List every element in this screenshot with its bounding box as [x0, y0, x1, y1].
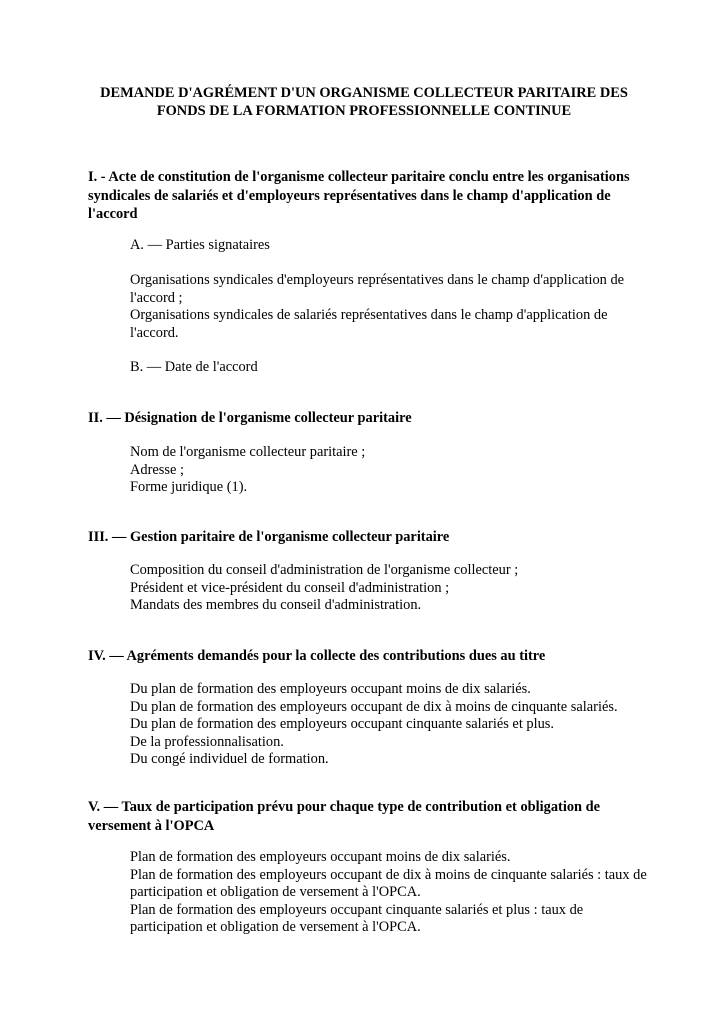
- list-item: Du plan de formation des employeurs occupant de dix à moins de cinquante salariés.: [130, 698, 618, 715]
- list-item: Plan de formation des employeurs occupant de dix à moins de cinquante salariés : taux de participation et obligation de versement à l'OPCA.: [130, 866, 647, 900]
- list-item: Forme juridique (1).: [130, 479, 248, 495]
- section-5-heading: V. — Taux de participation prévu pour chaque type de contribution et obligation de versement à l'OPCA: [88, 799, 601, 834]
- list-item: Adresse ;: [130, 461, 184, 478]
- list-item: Du plan de formation des employeurs occupant cinquante salariés et plus.: [130, 716, 554, 732]
- section-1: [88, 168, 648, 224]
- subsection-b-label: B. — Date de l'accord: [130, 359, 258, 375]
- list-item: Plan de formation des employeurs occupant cinquante salariés et plus : taux de participation et obligation de versement à l'OPCA.: [130, 901, 584, 935]
- list-item: Composition du conseil d'administration de l'organisme collecteur ;: [130, 562, 519, 578]
- page-title: [80, 84, 648, 120]
- section-4: [88, 647, 648, 666]
- section-2-items: [130, 444, 650, 497]
- list-item: Du plan de formation des employeurs occupant moins de dix salariés.: [130, 681, 531, 697]
- section-3-heading: III. — Gestion paritaire de l'organisme collecteur paritaire: [88, 529, 450, 545]
- section-5-items: [130, 849, 650, 937]
- page-title-line-1: DEMANDE D'AGRÉMENT D'UN ORGANISME COLLECTEUR PARITAIRE DES: [100, 85, 628, 101]
- section-3-items: [130, 562, 650, 615]
- section-1-subsection-b: [130, 359, 650, 377]
- list-item: Organisations syndicales d'employeurs représentatives dans le champ d'application de l'accord ;: [130, 272, 625, 306]
- list-item: Président et vice-président du conseil d'administration ;: [130, 579, 450, 596]
- page-title-line-2: FONDS DE LA FORMATION PROFESSIONNELLE CONTINUE: [156, 103, 572, 119]
- list-item: Organisations syndicales de salariés représentatives dans le champ d'application de l'accord.: [130, 307, 608, 341]
- section-3: [88, 528, 648, 547]
- section-4-items: [130, 681, 650, 769]
- subsection-a-label: A. — Parties signataires: [130, 237, 270, 253]
- section-5: [88, 798, 648, 835]
- list-item: De la professionnalisation.: [130, 733, 284, 750]
- section-1-subsection-a-items: [130, 272, 650, 342]
- list-item: Nom de l'organisme collecteur paritaire ;: [130, 444, 366, 460]
- section-2: [88, 409, 648, 428]
- section-4-heading: IV. — Agréments demandés pour la collecte des contributions dues au titre: [88, 648, 546, 664]
- section-1-subsection-a: [130, 237, 650, 255]
- section-2-heading: II. — Désignation de l'organisme collecteur paritaire: [88, 410, 412, 426]
- list-item: Plan de formation des employeurs occupant moins de dix salariés.: [130, 849, 511, 865]
- list-item: Mandats des membres du conseil d'administration.: [130, 597, 422, 613]
- list-item: Du congé individuel de formation.: [130, 751, 329, 767]
- section-1-heading: I. - Acte de constitution de l'organisme collecteur paritaire conclu entre les organisations syndicales de salariés et d'employeurs représentatives dans le champ d'application de l'accord: [88, 169, 630, 222]
